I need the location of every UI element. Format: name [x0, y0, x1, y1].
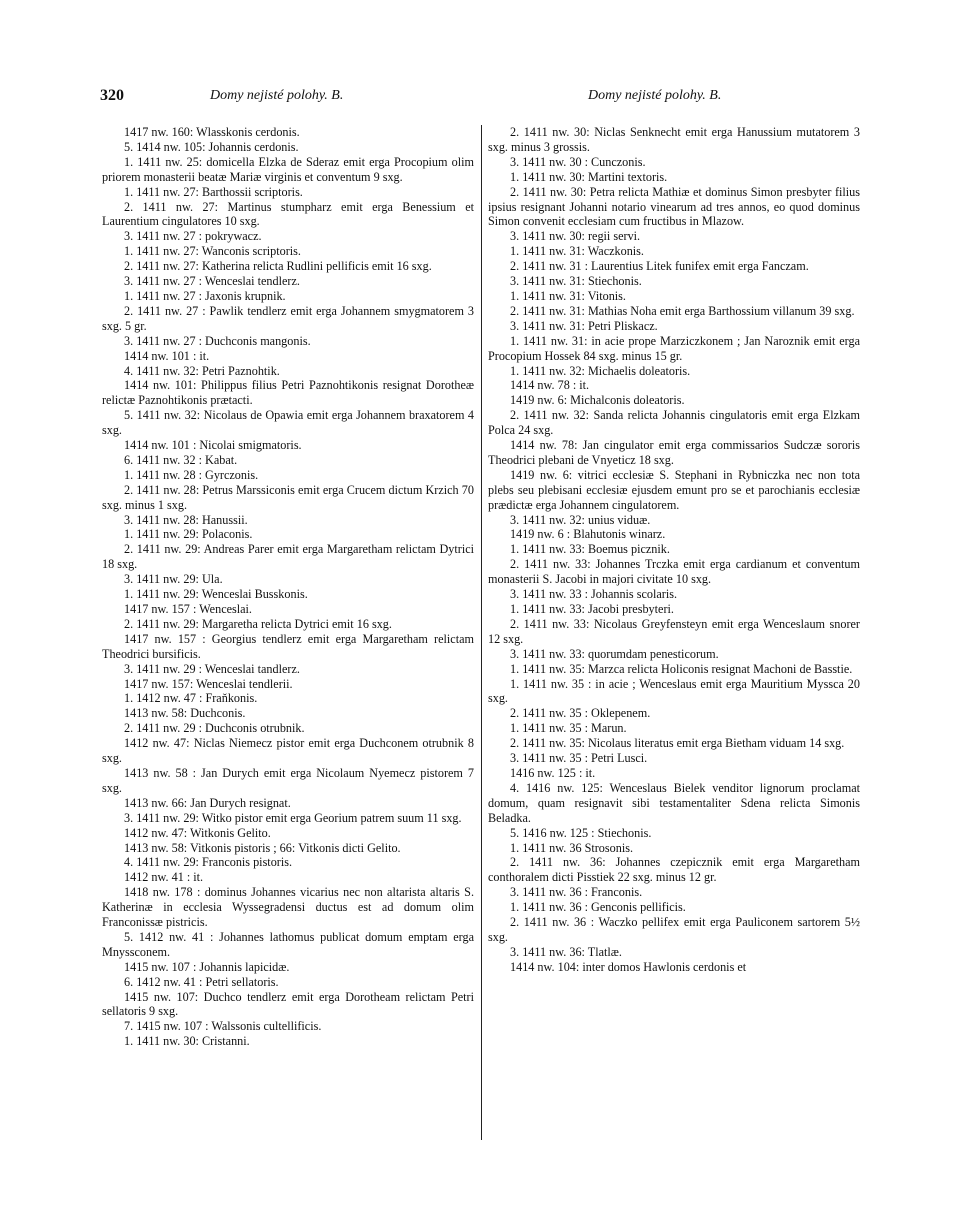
page-number: 320	[100, 87, 124, 104]
left-entry: 1. 1411 nw. 25: domicella Elzka de Sderaz emit erga Procopium olim priorem monasterii beatæ Mariæ virginis et conventum 9 sxg.	[102, 154, 474, 184]
right-entry: 2. 1411 nw. 31: Mathias Noha emit erga Barthossium villanum 39 sxg.	[510, 303, 855, 318]
left-entry: 2. 1411 nw. 28: Petrus Marssiconis emit erga Crucem dictum Krzich 70 sxg. minus 1 sxg.	[102, 482, 474, 512]
right-entry: 2. 1411 nw. 36 : Waczko pellifex emit erga Pauliconem sartorem 5½ sxg.	[488, 915, 860, 944]
left-entry: 3. 1411 nw. 27 : Duchconis mangonis.	[124, 333, 311, 348]
right-entry: 1414 nw. 78: Jan cingulator emit erga commissarios Sudczæ sororis Theodrici plebani de Vnyeticz 18 sxg.	[488, 438, 860, 467]
right-entry: 2. 1411 nw. 33: Johannes Trczka emit erga cardianum et conventum monasterii S. Jacobi in majori civitate 10 sxg.	[488, 557, 860, 587]
running-head-right: Domy nejisté polohy. B.	[588, 88, 722, 103]
left-entry: 3. 1411 nw. 29 : Wenceslai tandlerz.	[124, 661, 300, 676]
left-entry: 5. 1412 nw. 41 : Johannes lathomus publicat domum emptam erga Mnyssconem.	[102, 929, 474, 959]
column-divider	[481, 125, 482, 1140]
left-entry: 1412 nw. 41 : it.	[124, 870, 204, 885]
left-entry: 1. 1411 nw. 27: Wanconis scriptoris.	[124, 244, 301, 259]
right-entry: 3. 1411 nw. 36 : Franconis.	[510, 885, 643, 900]
left-entry: 1417 nw. 157: Wenceslai tendlerii.	[124, 676, 293, 691]
left-entry: 1412 nw. 47: Witkonis Gelito.	[124, 825, 271, 840]
left-entry: 3. 1411 nw. 28: Hanussii.	[124, 512, 248, 527]
right-entry: 3. 1411 nw. 32: unius viduæ.	[510, 512, 651, 527]
left-entry: 1. 1411 nw. 29: Wenceslai Busskonis.	[124, 587, 308, 602]
right-entry: 3. 1411 nw. 31: Stiechonis.	[510, 274, 642, 289]
right-entry: 2. 1411 nw. 30: Petra relicta Mathiæ et dominus Simon presbyter filius ipsius resignant Johanni notario vinearum ad tres annos, eo quod dominus Simon convenit ecclesiam cum fructibus in Mlazow.	[488, 184, 860, 229]
left-entry: 1412 nw. 47: Niclas Niemecz pistor emit erga Duchconem otrubnik 8 sxg.	[102, 736, 474, 766]
right-entry: 1. 1411 nw. 32: Michaelis doleatoris.	[510, 363, 691, 378]
left-entry: 1413 nw. 58: Duchconis.	[124, 706, 246, 721]
left-entry: 1417 nw. 157 : Wenceslai.	[124, 602, 252, 616]
left-entry: 1414 nw. 101 : it.	[124, 348, 210, 363]
right-entry: 1. 1411 nw. 30: Martini textoris.	[510, 169, 668, 184]
left-entry: 1415 nw. 107: Duchco tendlerz emit erga Dorotheam relictam Petri sellatoris 9 sxg.	[102, 989, 474, 1019]
right-entry: 1. 1411 nw. 31: Waczkonis.	[510, 244, 644, 259]
right-entry: 3. 1411 nw. 33 : Johannis scolaris.	[510, 587, 677, 602]
right-entry: 1. 1411 nw. 35: Marzca relicta Holiconis resignat Machoni de Basstie.	[510, 661, 853, 676]
left-entry: 5. 1411 nw. 32: Nicolaus de Opawia emit erga Johannem braxatorem 4 sxg.	[102, 408, 474, 438]
right-entry: 1. 1411 nw. 33: Jacobi presbyteri.	[510, 602, 674, 616]
left-entry: 3. 1411 nw. 27 : Wenceslai tendlerz.	[124, 274, 300, 289]
right-entry: 2. 1411 nw. 35 : Oklepenem.	[510, 706, 651, 721]
left-entry: 4. 1411 nw. 29: Franconis pistoris.	[124, 855, 293, 870]
right-entry: 5. 1416 nw. 125 : Stiechonis.	[510, 825, 652, 840]
right-entry: 3. 1411 nw. 30 : Cunczonis.	[510, 154, 646, 169]
right-entry: 3. 1411 nw. 35 : Petri Lusci.	[510, 751, 648, 766]
left-entry: 1417 nw. 157 : Georgius tendlerz emit erga Margaretham relictam Theodrici bursificis.	[102, 631, 474, 661]
left-entry: 3. 1411 nw. 27 : pokrywacz.	[124, 229, 262, 244]
left-entry: 1413 nw. 66: Jan Durych resignat.	[124, 795, 291, 810]
left-entry: 3. 1411 nw. 29: Ula.	[124, 572, 223, 587]
right-entry: 2. 1411 nw. 35: Nicolaus literatus emit erga Bietham viduam 14 sxg.	[510, 736, 845, 751]
left-entry: 5. 1414 nw. 105: Johannis cerdonis.	[124, 139, 299, 154]
right-entry: 1. 1411 nw. 36 Strosonis.	[510, 840, 634, 855]
right-entry: 3. 1411 nw. 31: Petri Pliskacz.	[510, 318, 658, 333]
left-entry: 1. 1411 nw. 28 : Gyrczonis.	[124, 467, 259, 482]
page-header	[0, 87, 960, 109]
right-entry: 4. 1416 nw. 125: Wenceslaus Bielek venditor lignorum proclamat domum, quam resignavit sibi testamentaliter Sdena relicta Simonis Beladka.	[488, 780, 860, 825]
left-entry: 6. 1412 nw. 41 : Petri sellatoris.	[124, 974, 279, 989]
left-entry: 1. 1411 nw. 27: Barthossii scriptoris.	[124, 184, 303, 199]
right-entry: 1. 1411 nw. 31: Vitonis.	[510, 288, 626, 303]
right-column	[488, 125, 860, 975]
left-entry: 1. 1411 nw. 30: Cristanni.	[124, 1034, 250, 1049]
left-entry: 3. 1411 nw. 29: Witko pistor emit erga Georium patrem suum 11 sxg.	[124, 810, 462, 825]
left-entry: 1414 nw. 101: Philippus filius Petri Paznohtikonis resignat Dorotheæ relictæ Paznohtikonis prætacti.	[102, 378, 474, 408]
left-entry: 1414 nw. 101 : Nicolai smigmatoris.	[124, 438, 302, 453]
left-entry: 2. 1411 nw. 29 : Duchconis otrubnik.	[124, 721, 305, 736]
left-column	[102, 125, 474, 1049]
running-head-left: Domy nejisté polohy. B.	[210, 88, 344, 103]
right-entry: 2. 1411 nw. 32: Sanda relicta Johannis cingulatoris emit erga Elzkam Polca 24 sxg.	[488, 408, 860, 438]
left-entry: 2. 1411 nw. 29: Margaretha relicta Dytrici emit 16 sxg.	[124, 616, 392, 631]
left-entry: 1. 1411 nw. 29: Polaconis.	[124, 527, 253, 542]
left-entry: 1. 1411 nw. 27 : Jaxonis krupnik.	[124, 288, 286, 303]
left-entry: 4. 1411 nw. 32: Petri Paznohtik.	[124, 363, 280, 378]
right-entry: 1. 1411 nw. 31: in acie prope Marziczkonem ; Jan Naroznik emit erga Procopium Hossek 84 sxg. minus 15 gr.	[488, 333, 860, 363]
left-entry: 2. 1411 nw. 29: Andreas Parer emit erga Margaretham relictam Dytrici 18 sxg.	[102, 542, 474, 572]
right-entry: 3. 1411 nw. 36: Tlatlæ.	[510, 944, 622, 959]
right-entry: 2. 1411 nw. 33: Nicolaus Greyfensteyn emit erga Wenceslaum snorer 12 sxg.	[488, 616, 860, 646]
right-entry: 2. 1411 nw. 31 : Laurentius Litek funifex emit erga Fanczam.	[510, 259, 809, 274]
right-entry: 1. 1411 nw. 36 : Genconis pellificis.	[510, 900, 686, 915]
right-entry: 1416 nw. 125 : it.	[510, 765, 596, 780]
right-entry: 2. 1411 nw. 30: Niclas Senknecht emit erga Hanussium mutatorem 3 sxg. minus 3 grossis.	[488, 125, 860, 154]
right-entry: 1419 nw. 6: Michalconis doleatoris.	[510, 393, 685, 408]
left-entry: 6. 1411 nw. 32 : Kabat.	[124, 452, 238, 467]
left-entry: 1418 nw. 178 : dominus Johannes vicarius nec non altarista altaris S. Katherinæ in ecclesia Wyssegradensi ductus est ad domum olim Franconissæ pistricis.	[102, 885, 474, 930]
right-entry: 1. 1411 nw. 33: Boemus picznik.	[510, 542, 670, 557]
left-entry: 1415 nw. 107 : Johannis lapicidæ.	[124, 959, 290, 974]
left-entry: 2. 1411 nw. 27: Martinus stumpharz emit erga Benessium et Laurentium cingulatores 10 sxg.	[102, 199, 474, 229]
right-entry: 3. 1411 nw. 30: regii servi.	[510, 229, 641, 244]
left-entry: 1413 nw. 58: Vitkonis pistoris ; 66: Vitkonis dicti Gelito.	[124, 840, 401, 855]
right-entry: 1419 nw. 6 : Blahutonis winarz.	[510, 527, 666, 542]
left-entry: 7. 1415 nw. 107 : Walssonis cultellificis.	[124, 1019, 322, 1034]
left-entry: 1413 nw. 58 : Jan Durych emit erga Nicolaum Nyemecz pistorem 7 sxg.	[102, 765, 474, 795]
right-entry: 3. 1411 nw. 33: quorumdam penesticorum.	[510, 646, 719, 661]
left-entry: 2. 1411 nw. 27 : Pawlik tendlerz emit erga Johannem smygmatorem 3 sxg. 5 gr.	[102, 303, 474, 333]
left-entry: 1. 1412 nw. 47 : Fraňkonis.	[124, 691, 258, 706]
left-entry: 1417 nw. 160: Wlasskonis cerdonis.	[124, 125, 300, 139]
right-entry: 2. 1411 nw. 36: Johannes czepicznik emit erga Margaretham conthoralem dicti Pisstiek 22 sxg. minus 12 gr.	[488, 855, 860, 885]
right-entry: 1419 nw. 6: vitrici ecclesiæ S. Stephani in Rybniczka nec non tota plebs seu plebisani ecclesiæ ejusdem emunt pro se et parochianis ecclesiæ prædictæ erga Johannem cingulatorem.	[488, 467, 860, 512]
right-entry: 1. 1411 nw. 35 : Marun.	[510, 721, 627, 736]
right-entry: 1414 nw. 104: inter domos Hawlonis cerdonis et	[510, 959, 747, 974]
right-entry: 1414 nw. 78 : it.	[510, 378, 590, 393]
left-entry: 2. 1411 nw. 27: Katherina relicta Rudlini pellificis emit 16 sxg.	[124, 259, 432, 274]
right-entry: 1. 1411 nw. 35 : in acie ; Wenceslaus emit erga Mauritium Myssca 20 sxg.	[488, 676, 860, 706]
